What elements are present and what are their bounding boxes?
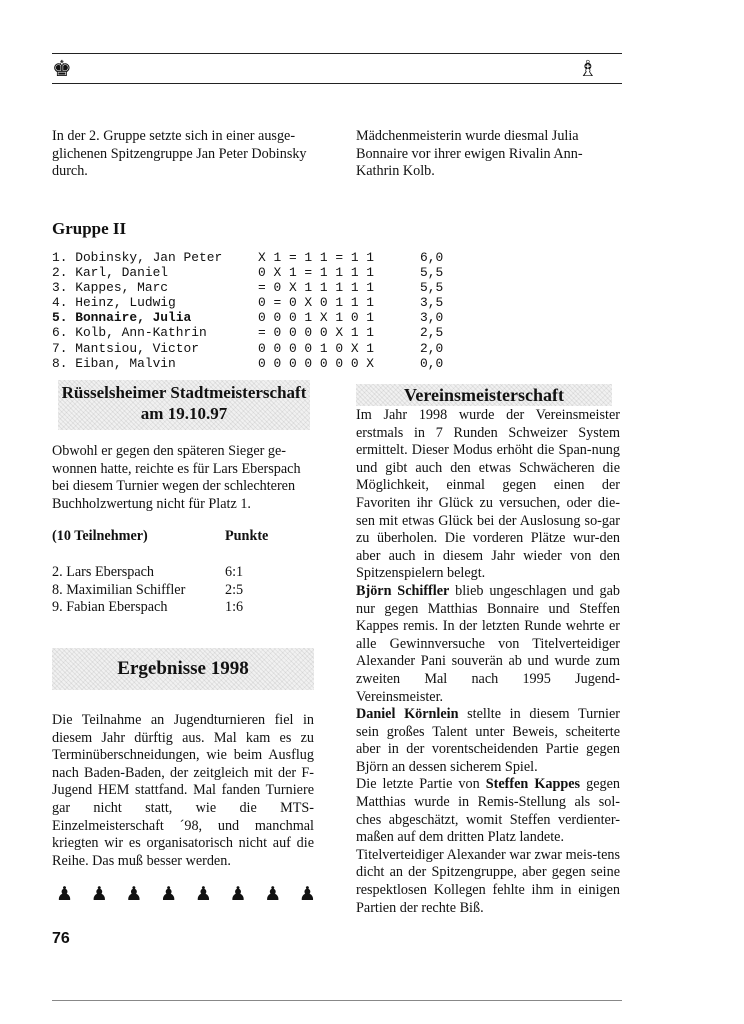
result-row: [52, 599, 314, 617]
pawn-icon: ♟: [90, 884, 108, 905]
verein-p4-name: Steffen Kappes: [485, 776, 581, 793]
verein-p4-text: gegen Matthias wurde in Remis-Stellung als sol-ches abgeschätzt, womit Steffen verdienter-maßen auf dem dritten Platz landete.: [356, 776, 620, 846]
player-name: 8. Eiban, Malvin: [52, 355, 176, 371]
bishop-icon: ♗: [578, 56, 598, 81]
points-label: Punkte: [225, 528, 269, 544]
ruesselsheim-title-line2: am 19.10.97: [140, 404, 228, 423]
pawn-icon: ♟: [125, 884, 143, 905]
player-points: 0,0: [420, 355, 444, 371]
player-name: 1. Dobinsky, Jan Peter: [52, 250, 223, 265]
player-results: 0 = 0 X 0 1 1 1: [258, 295, 375, 311]
player-points: 6,0: [420, 250, 444, 265]
pawn-icon: ♟: [160, 884, 178, 905]
verein-p3: [356, 706, 620, 776]
result-name: 8. Maximilian Schiffler: [52, 581, 186, 598]
intro-left-text: In der 2. Gruppe setzte sich in einer ausge-glichenen Spitzengruppe Jan Peter Dobinsky durch.: [52, 128, 307, 180]
result-row: [52, 582, 314, 600]
pawn-icon: ♟: [264, 884, 282, 905]
intro-right: [356, 128, 624, 181]
player-name: 6. Kolb, Ann-Kathrin: [52, 325, 207, 341]
pawn-icon: ♟: [229, 884, 247, 905]
verein-p3-name: Daniel Körnlein: [356, 706, 459, 723]
result-name: 2. Lars Eberspach: [52, 564, 155, 580]
player-results: 0 0 0 0 1 0 X 1: [258, 340, 375, 356]
result-name: 9. Fabian Eberspach: [52, 599, 168, 616]
pawn-row: [56, 883, 316, 906]
pawn-icon: ♟: [298, 884, 316, 905]
header-rule-bottom: [52, 83, 622, 84]
header-rule-top: [52, 53, 622, 54]
pawn-icon: ♟: [56, 884, 74, 905]
ruesselsheim-results: [52, 564, 314, 617]
player-points: 3,0: [420, 310, 444, 326]
intro-left: [52, 128, 314, 181]
player-results: = 0 0 0 0 X 1 1: [258, 325, 375, 341]
verein-p1: Im Jahr 1998 wurde der Vereinsmeister erstmals in 7 Runden Schweizer System ermittelt. Dieser Modus erhöht die Span-nung und gibt auch den etwas Schwächeren die Möglichkeit, einmal gegen einen der Favoriten ihr Glück zu versuchen, oder die-sen mit etwas Glück bei der Auslosung so-gar zu überholen. Die vorderen Plätze wur-den aber auch in diesem Jahr wieder von den Spitzenspielern belegt.: [356, 407, 620, 582]
player-results: 0 0 0 1 X 1 0 1: [258, 310, 375, 326]
player-name: 3. Kappes, Marc: [52, 280, 169, 296]
ergebnisse-body: [52, 712, 314, 870]
result-row: [52, 564, 314, 582]
ruesselsheim-body: [52, 443, 314, 513]
player-points: 5,5: [420, 265, 444, 281]
player-results: X 1 = 1 1 = 1 1: [258, 250, 375, 265]
player-name: 2. Karl, Daniel: [52, 265, 169, 281]
footer-rule: [52, 1000, 622, 1001]
verein-title: Vereinsmeisterschaft: [404, 385, 564, 405]
player-points: 2,5: [420, 325, 444, 341]
ergebnisse-text: Die Teilnahme an Jugendturnieren fiel in diesem Jahr dürftig aus. Mal kam es zu Terminüberschneidungen, wie beim Ausflug nach Baden-Baden, der zeitgleich mit der F-Jugend HEM stattfand. Mal fanden Turniere gar nicht statt, wie die MTS-Einzelmeisterschaft ´98, und manchmal kriegten wir es organisatorisch nicht auf die Reihe. Das muß besser werden.: [52, 712, 314, 869]
player-points: 2,0: [420, 340, 444, 356]
ruesselsheim-title-line1: Rüsselsheimer Stadtmeisterschaft: [61, 383, 307, 402]
ergebnisse-title: Ergebnisse 1998: [117, 658, 249, 679]
participants-label: (10 Teilnehmer): [52, 528, 148, 544]
verein-p4: [356, 776, 620, 846]
result-score: 1:6: [225, 599, 244, 616]
ruesselsheim-text: Obwohl er gegen den späteren Sieger ge-wonnen hatte, reichte es für Lars Eberspach bei diesem Turnier wegen der schlechteren Buchholzwertung nicht für Platz 1.: [52, 443, 301, 512]
player-points: 5,5: [420, 280, 444, 296]
player-points: 3,5: [420, 295, 444, 311]
verein-p2: [356, 583, 620, 706]
king-icon: ♚: [52, 56, 72, 81]
group2-title: Gruppe II: [52, 219, 127, 238]
ruesselsheim-banner: [58, 380, 310, 430]
intro-right-text: Mädchenmeisterin wurde diesmal Julia Bonnaire vor ihrer ewigen Rivalin Ann-Kathrin Kolb.: [356, 128, 583, 180]
result-score: 2:5: [225, 581, 244, 598]
result-score: 6:1: [225, 564, 244, 580]
pawn-icon: ♟: [194, 884, 212, 905]
player-results: = 0 X 1 1 1 1 1: [258, 280, 375, 296]
player-results: 0 0 0 0 0 0 0 X: [258, 355, 375, 371]
player-name: 7. Mantsiou, Victor: [52, 340, 199, 356]
player-results: 0 X 1 = 1 1 1 1: [258, 265, 375, 281]
verein-p2-text: blieb ungeschlagen und gab nur gegen Matthias Bonnaire und Steffen Kappes remis. In der letzten Runde wehrte er alle Gewinnversuche von Titelverteidiger Alexander Pani souverän ab und wurde zum zweiten Mal nach 1995 Jugend-Vereinsmeister.: [356, 582, 620, 705]
player-name: 4. Heinz, Ludwig: [52, 295, 176, 311]
verein-p5: Titelverteidiger Alexander war zwar meis-tens dicht an der Spitzengruppe, aber gegen seine respektlosen Kollegen fehlte ihm in einigen Partien der rechte Biß.: [356, 846, 620, 916]
page-number: 76: [52, 930, 70, 947]
verein-p3-text: stellte in diesem Turnier sein großes Talent unter Beweis, scheiterte aber in der vorentscheidenden Partie gegen Björn an dessen sicherem Spiel.: [356, 706, 620, 775]
ergebnisse-banner: [52, 648, 314, 690]
verein-banner: [356, 384, 612, 406]
player-name: 5. Bonnaire, Julia: [52, 310, 192, 326]
verein-body: [356, 407, 620, 917]
verein-p4-pre: Die letzte Partie von: [356, 776, 486, 793]
verein-p2-name: Björn Schiffler: [356, 582, 450, 599]
